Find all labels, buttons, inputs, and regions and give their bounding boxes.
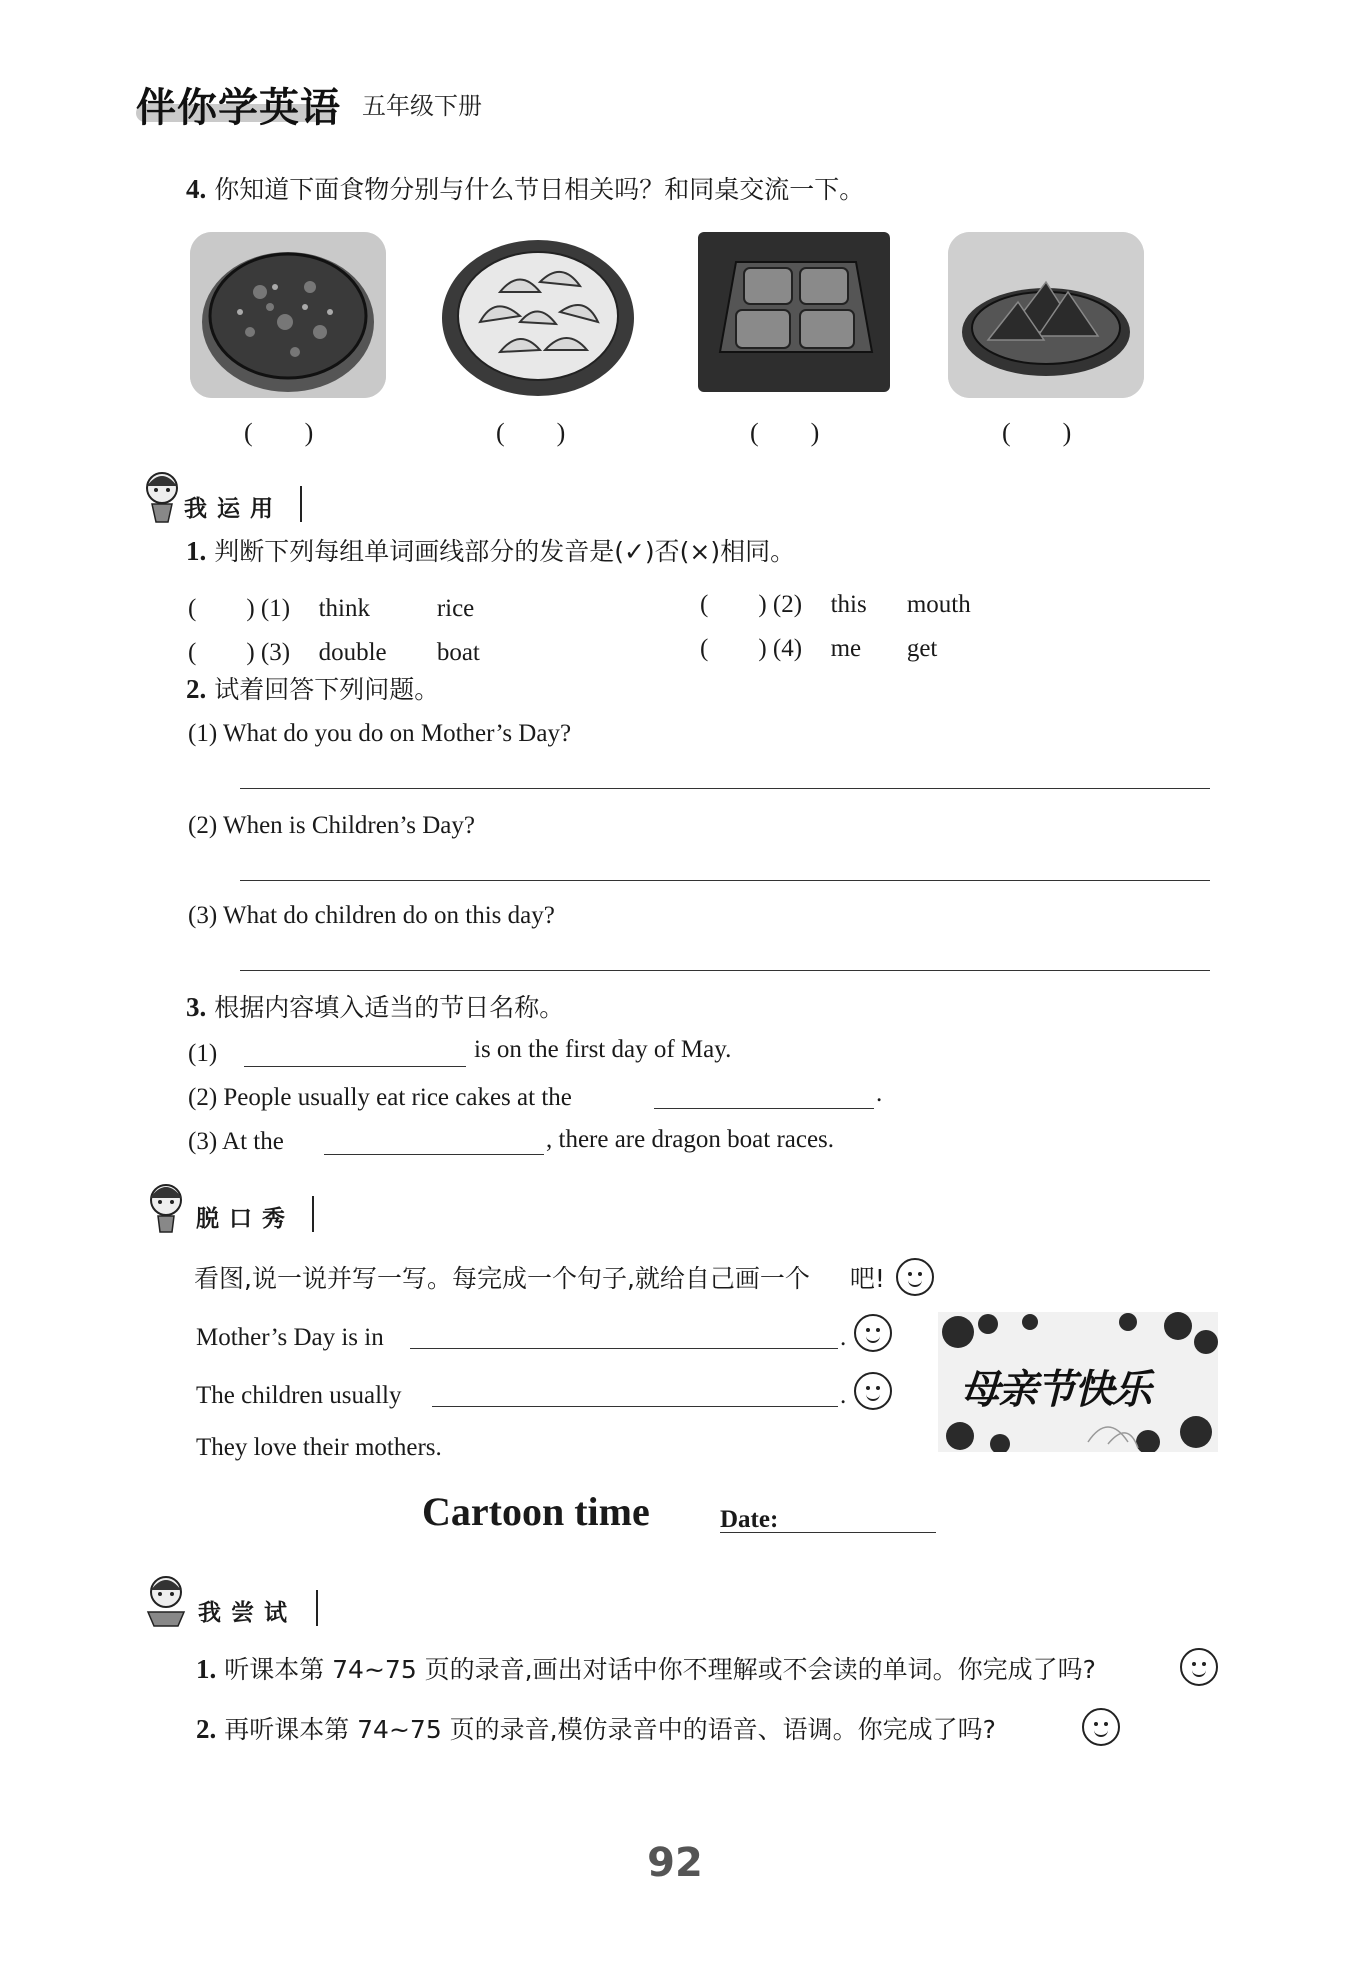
fill-item-2 bbox=[188, 1084, 572, 1112]
phonics-num-4: (4) bbox=[772, 635, 803, 662]
phonics-word: this bbox=[830, 591, 867, 618]
talk-line-1-end: . bbox=[840, 1324, 847, 1351]
fill-num: (3) bbox=[188, 1128, 218, 1155]
phonics-row-4 bbox=[700, 628, 937, 664]
talk-line-3: They love their mothers. bbox=[196, 1434, 442, 1461]
section-try-badge bbox=[140, 1572, 330, 1630]
phonics-word: think bbox=[318, 595, 370, 622]
phonics-row-1 bbox=[188, 588, 474, 624]
question-num: (2) bbox=[188, 812, 218, 839]
q4-number: 4. bbox=[186, 174, 207, 204]
use-q2-text: 试着回答下列问题。 bbox=[214, 675, 440, 704]
smiley-icon[interactable] bbox=[1082, 1708, 1120, 1746]
talk-line-1: Mother’s Day is in bbox=[196, 1324, 384, 1351]
book-title: 伴你学英语 bbox=[136, 85, 341, 131]
phonics-answer-4[interactable]: ( ) bbox=[700, 635, 767, 662]
phonics-num-1: (1) bbox=[260, 595, 291, 622]
mooncakes-image bbox=[696, 232, 892, 398]
section-use-badge bbox=[136, 468, 326, 526]
divider bbox=[316, 1590, 318, 1626]
q4-text: 你知道下面食物分别与什么节日相关吗？和同桌交流一下。 bbox=[214, 175, 865, 204]
fill-num: (2) bbox=[188, 1084, 218, 1111]
answer-line-2[interactable] bbox=[240, 880, 1210, 881]
question-1 bbox=[188, 720, 571, 748]
zongzi-image bbox=[948, 232, 1144, 398]
fill-blank-3[interactable] bbox=[324, 1154, 544, 1155]
smiley-icon bbox=[896, 1258, 934, 1296]
fill-after-2: . bbox=[876, 1080, 883, 1107]
girl-mascot-icon bbox=[140, 1178, 192, 1236]
fill-item-3 bbox=[188, 1128, 284, 1156]
talk-instruction-end: 吧! bbox=[849, 1264, 885, 1293]
try-item-2 bbox=[196, 1716, 996, 1743]
use-q1-prompt bbox=[186, 538, 795, 565]
use-q2-number: 2. bbox=[186, 674, 207, 704]
girl-mascot-icon bbox=[140, 1572, 192, 1630]
smiley-icon[interactable] bbox=[854, 1372, 892, 1410]
talk-blank-1[interactable] bbox=[410, 1348, 838, 1349]
mothers-day-card bbox=[938, 1312, 1218, 1452]
section-talk-label: 脱口秀 bbox=[196, 1206, 295, 1232]
phonics-word: get bbox=[906, 635, 938, 662]
divider bbox=[312, 1196, 314, 1232]
phonics-answer-3[interactable]: ( ) bbox=[188, 639, 255, 666]
rice-cake-image bbox=[190, 232, 386, 398]
date-blank[interactable] bbox=[786, 1532, 936, 1533]
section-use-label: 我运用 bbox=[184, 496, 283, 522]
grade-label: 五年级下册 bbox=[362, 92, 482, 120]
question-num: (1) bbox=[188, 720, 218, 747]
phonics-word: rice bbox=[436, 595, 475, 622]
use-q1-number: 1. bbox=[186, 536, 207, 566]
question-text: When is Children’s Day? bbox=[222, 812, 475, 839]
cartoon-time-title: Cartoon time bbox=[422, 1489, 650, 1534]
fill-blank-1[interactable] bbox=[244, 1066, 466, 1067]
talk-blank-2[interactable] bbox=[432, 1406, 838, 1407]
q4-answer-4[interactable]: ( ) bbox=[1002, 418, 1072, 447]
fill-after-1: is on the first day of May. bbox=[474, 1036, 732, 1063]
talk-instruction bbox=[194, 1266, 885, 1291]
question-text: What do children do on this day? bbox=[222, 902, 555, 929]
use-q3-prompt bbox=[186, 994, 564, 1021]
question-num: (3) bbox=[188, 902, 218, 929]
use-q3-number: 3. bbox=[186, 992, 207, 1022]
fill-item-1 bbox=[188, 1040, 217, 1068]
fill-num: (1) bbox=[188, 1040, 218, 1067]
phonics-word: boat bbox=[436, 639, 480, 666]
girl-mascot-icon bbox=[136, 468, 188, 526]
date-label: Date: bbox=[720, 1506, 779, 1533]
q4-answer-3[interactable]: ( ) bbox=[750, 418, 820, 447]
question-text: What do you do on Mother’s Day? bbox=[222, 720, 572, 747]
section-try-label: 我尝试 bbox=[198, 1600, 297, 1626]
phonics-num-3: (3) bbox=[260, 639, 291, 666]
fill-blank-2[interactable] bbox=[654, 1108, 874, 1109]
smiley-icon[interactable] bbox=[1180, 1648, 1218, 1686]
question-3 bbox=[188, 902, 555, 930]
question-2 bbox=[188, 812, 475, 840]
fill-after-3: , there are dragon boat races. bbox=[546, 1126, 835, 1153]
phonics-word: me bbox=[830, 635, 862, 662]
try-num: 1. bbox=[196, 1654, 217, 1684]
q4-answer-2[interactable]: ( ) bbox=[496, 418, 566, 447]
q4-prompt bbox=[186, 176, 864, 203]
phonics-row-2 bbox=[700, 584, 971, 620]
answer-line-3[interactable] bbox=[240, 970, 1210, 971]
smiley-icon[interactable] bbox=[854, 1314, 892, 1352]
phonics-word: mouth bbox=[906, 591, 971, 618]
try-num: 2. bbox=[196, 1714, 217, 1744]
page-number: 92 bbox=[647, 1840, 703, 1886]
talk-line-2: The children usually bbox=[196, 1382, 402, 1409]
try-text: 再听课本第 74~75 页的录音,模仿录音中的语音、语调。你完成了吗? bbox=[224, 1715, 996, 1744]
phonics-word: double bbox=[318, 639, 387, 666]
phonics-answer-1[interactable]: ( ) bbox=[188, 595, 255, 622]
phonics-answer-2[interactable]: ( ) bbox=[700, 591, 767, 618]
use-q3-text: 根据内容填入适当的节日名称。 bbox=[214, 993, 565, 1022]
try-text: 听课本第 74~75 页的录音,画出对话中你不理解或不会读的单词。你完成了吗? bbox=[224, 1655, 1096, 1684]
divider bbox=[300, 486, 302, 522]
fill-before: At the bbox=[222, 1128, 284, 1155]
answer-line-1[interactable] bbox=[240, 788, 1210, 789]
fill-before: People usually eat rice cakes at the bbox=[223, 1084, 572, 1111]
try-item-1 bbox=[196, 1656, 1096, 1683]
section-talk-badge bbox=[140, 1178, 330, 1236]
phonics-num-2: (2) bbox=[772, 591, 803, 618]
card-text: 母亲节快乐 bbox=[960, 1367, 1150, 1413]
phonics-row-3 bbox=[188, 632, 480, 668]
q4-answer-1[interactable]: ( ) bbox=[244, 418, 314, 447]
use-q2-prompt bbox=[186, 676, 439, 703]
talk-line-2-end: . bbox=[840, 1382, 847, 1409]
use-q1-text: 判断下列每组单词画线部分的发音是(✓)否(×)相同。 bbox=[214, 537, 796, 566]
dumplings-image bbox=[440, 232, 636, 398]
talk-instruction-text: 看图,说一说并写一写。每完成一个句子,就给自己画一个 bbox=[194, 1264, 810, 1293]
